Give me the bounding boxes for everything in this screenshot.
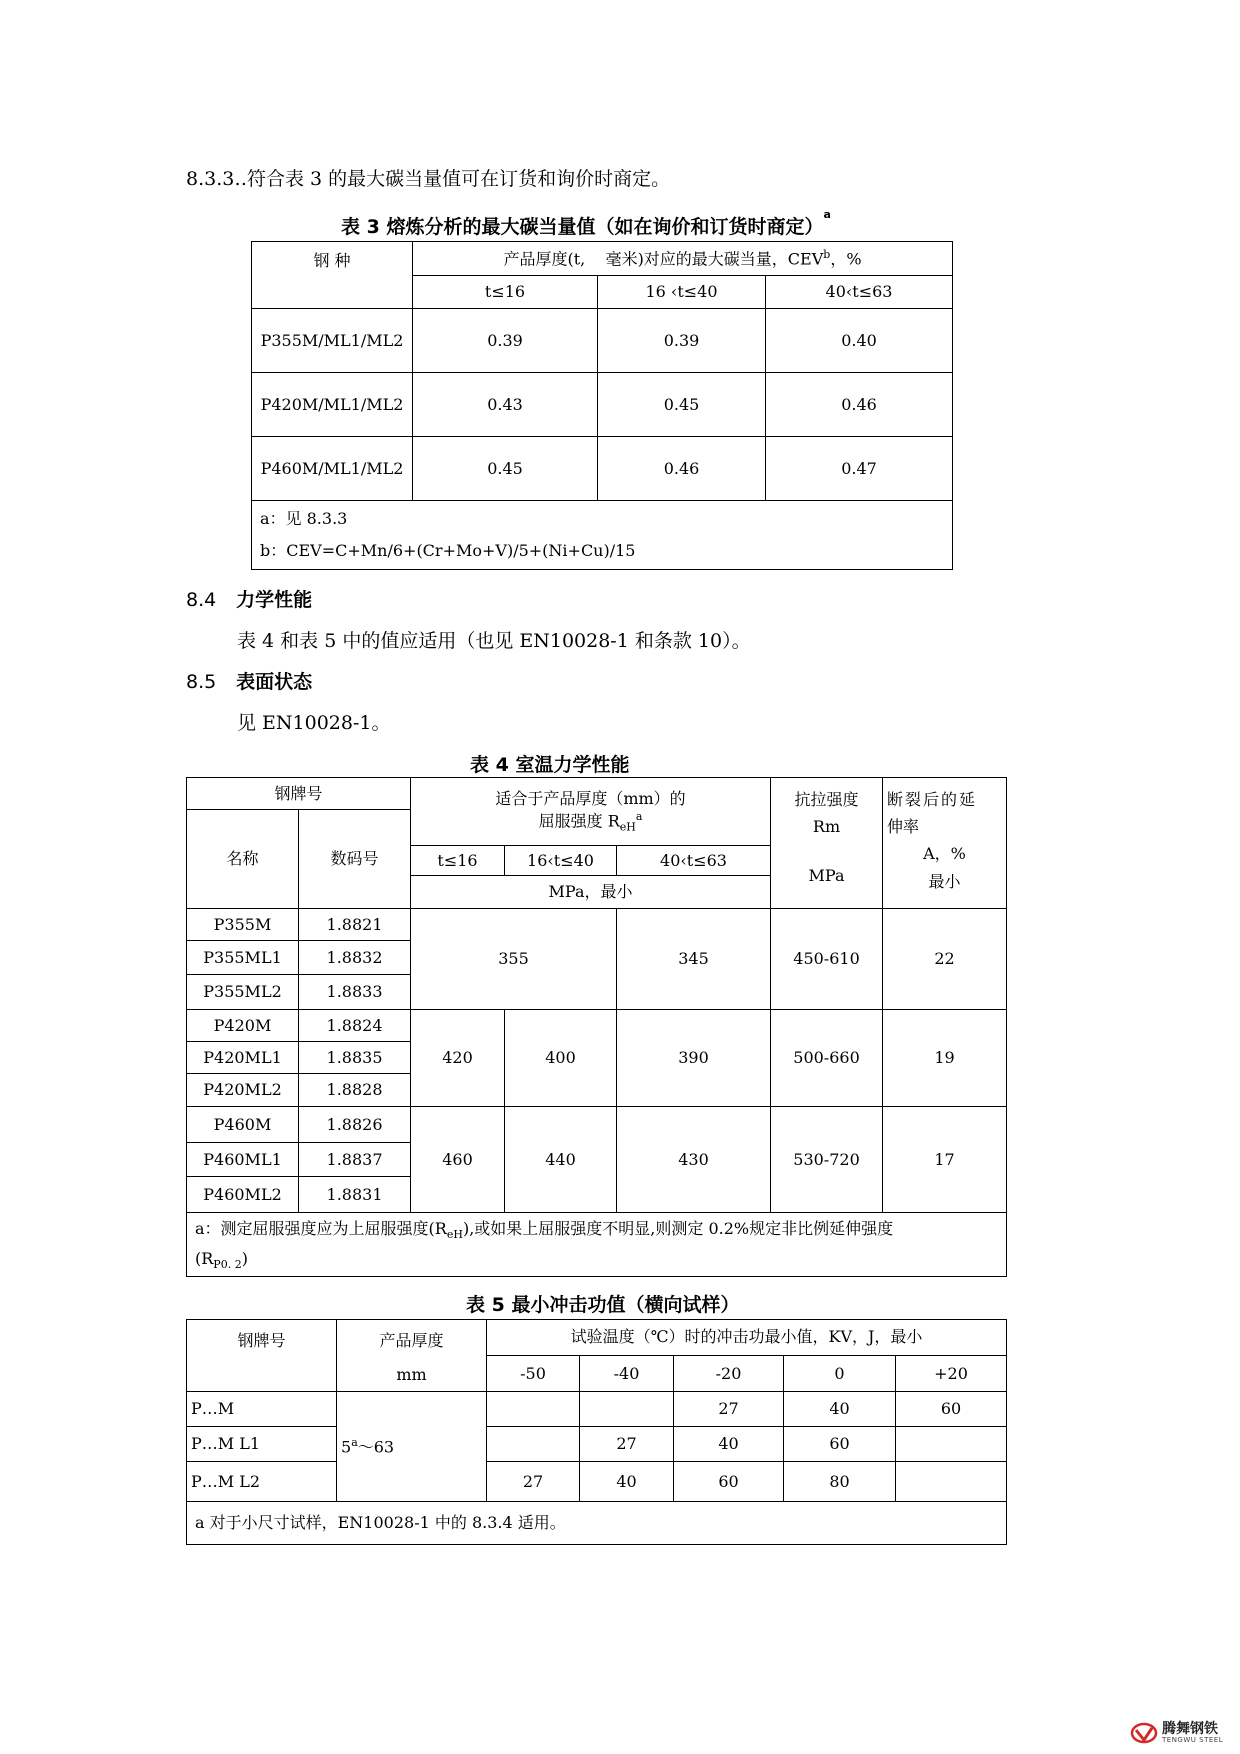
table4-title: 表 4 室温力学性能 bbox=[470, 754, 630, 776]
table5-temp: -40 bbox=[580, 1355, 674, 1392]
table3-title: 表 3 熔炼分析的最大碳当量值（如在询价和订货时商定）$^a$ bbox=[341, 207, 831, 238]
table-row: P460M/ML1/ML2 0.45 0.46 0.47 bbox=[252, 437, 953, 501]
table-row: P…M 5$^a$～63 27 40 60 bbox=[187, 1392, 1007, 1427]
table-row: P460M 1.8826 460 440 430 530-720 17 bbox=[187, 1107, 1007, 1143]
section-8-4-heading: 8.4 力学性能 bbox=[186, 589, 313, 611]
table5-temp: -50 bbox=[487, 1355, 580, 1392]
table-row: P355M/ML1/ML2 0.39 0.39 0.40 bbox=[252, 309, 953, 373]
table5-temp: -20 bbox=[674, 1355, 784, 1392]
table3-notes: a：见 8.3.3 b：CEV=C+Mn/6+(Cr+Mo+V)/5+(Ni+Cu)/15 bbox=[252, 501, 953, 570]
table-row: P420M 1.8824 420 400 390 500-660 19 bbox=[187, 1010, 1007, 1042]
table4-note: a：测定屈服强度应为上屈服强度$(R_{eH})$,或如果上屈服强度不明显,则测定 0.2%规定非比例延伸强度 $(R_{P0. 2})$ bbox=[187, 1213, 1007, 1277]
table3-col2: 16 ‹t≤40 bbox=[598, 276, 766, 309]
table5-temp: +20 bbox=[896, 1355, 1007, 1392]
table4-head-t2: 16‹t≤40 bbox=[505, 846, 617, 876]
table5-title: 表 5 最小冲击功值（横向试样） bbox=[466, 1294, 740, 1316]
table5-note: a 对于小尺寸试样，EN10028-1 中的 8.3.4 适用。 bbox=[187, 1502, 1007, 1545]
table-row: P420ML1 1.8835 bbox=[187, 1042, 1007, 1074]
table-row: P460ML2 1.8831 bbox=[187, 1177, 1007, 1213]
company-logo bbox=[1130, 1718, 1234, 1748]
section-8-4-body: 表 4 和表 5 中的值应适用（也见 EN10028-1 和条款 10）。 bbox=[237, 630, 751, 652]
table4-head-name: 名称 bbox=[187, 810, 299, 909]
table-row: P460ML1 1.8837 bbox=[187, 1143, 1007, 1177]
section-8-5-heading: 8.5 表面状态 bbox=[186, 671, 313, 693]
table-row: P355ML2 1.8833 bbox=[187, 975, 1007, 1010]
table3-head-span: 产品厚度(t, 毫米)对应的最大碳当量，CEV$^b$，% bbox=[413, 242, 953, 276]
table5-head-temp: 试验温度（℃）时的冲击功最小值，KV，J，最小 bbox=[487, 1320, 1007, 1356]
table4-head-tensile: 抗拉强度 Rm MPa bbox=[771, 778, 883, 909]
table-row: P355ML1 1.8832 bbox=[187, 941, 1007, 975]
table-row: P420ML2 1.8828 bbox=[187, 1074, 1007, 1107]
table3-col3: 40‹t≤63 bbox=[766, 276, 953, 309]
table4-head-code: 数码号 bbox=[299, 810, 411, 909]
table4-head-yield: 适合于产品厚度（mm）的 屈服强度 $R_{eH}^a$ bbox=[411, 778, 771, 846]
table-row: P420M/ML1/ML2 0.43 0.45 0.46 bbox=[252, 373, 953, 437]
table4 bbox=[186, 777, 1007, 1277]
section-8-5-body: 见 EN10028-1。 bbox=[237, 712, 391, 734]
table5 bbox=[186, 1319, 1007, 1545]
table4-head-unit: MPa，最小 bbox=[411, 876, 771, 909]
table4-head-steel: 钢牌号 bbox=[187, 778, 411, 810]
table4-head-t1: t≤16 bbox=[411, 846, 505, 876]
clause-8-3-3: 8.3.3‥符合表 3 的最大碳当量值可在订货和询价时商定。 bbox=[186, 168, 671, 190]
table5-temp: 0 bbox=[784, 1355, 896, 1392]
logo-en-text: TENGWU STEEL bbox=[1162, 1736, 1224, 1744]
table5-head-thickness: 产品厚度 mm bbox=[337, 1320, 487, 1392]
table4-head-elongation: 断裂后的延 伸率 A，% 最小 bbox=[883, 778, 1007, 909]
table3-head-grade: 钢 种 bbox=[252, 242, 413, 309]
logo-cn-text: 腾舞钢铁 bbox=[1162, 1721, 1218, 1737]
table-row: P355M 1.8821 355 345 450-610 22 bbox=[187, 909, 1007, 941]
table3-col1: t≤16 bbox=[413, 276, 598, 309]
table5-thickness-value: 5$^a$～63 bbox=[337, 1392, 487, 1502]
table3 bbox=[251, 241, 953, 570]
table5-head-steel: 钢牌号 bbox=[187, 1320, 337, 1392]
table-row: P…M L2 27 40 60 80 bbox=[187, 1462, 1007, 1502]
table-row: P…M L1 27 40 60 bbox=[187, 1427, 1007, 1462]
table4-head-t3: 40‹t≤63 bbox=[617, 846, 771, 876]
